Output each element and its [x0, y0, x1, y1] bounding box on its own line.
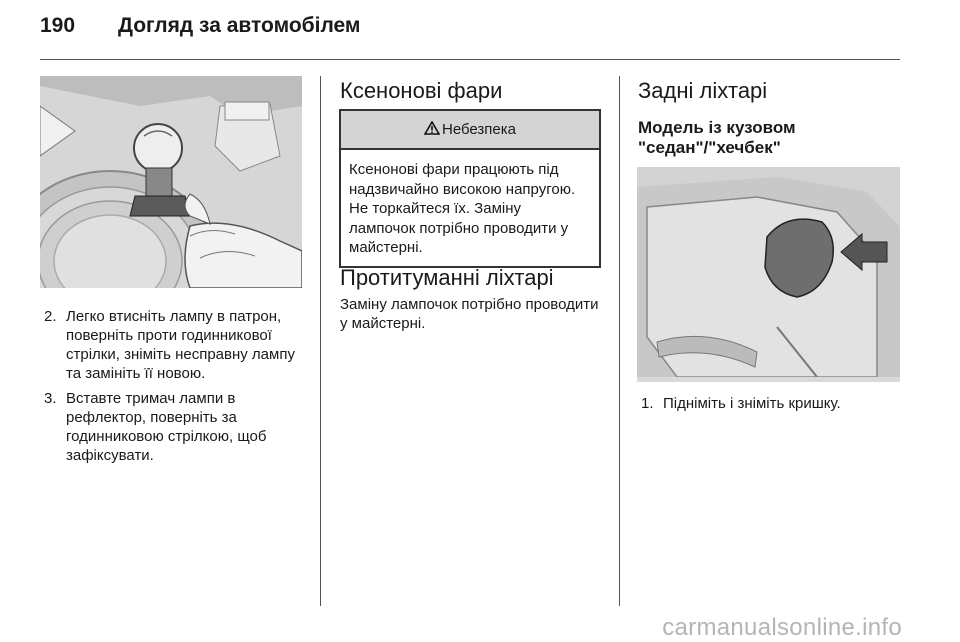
section-heading: Задні ліхтарі [638, 78, 768, 103]
watermark: carmanualsonline.info [662, 614, 902, 641]
rear-light-cover-illustration [637, 167, 900, 382]
section-fog [340, 265, 602, 333]
section-paragraph: Заміну лампочок потрібно проводити у майстерні. [340, 296, 599, 332]
list-item [44, 389, 306, 465]
section-rear-lights [638, 78, 900, 158]
list-item [641, 394, 903, 413]
column-divider-1 [320, 76, 321, 606]
section-subheading: Модель із кузовом "седан"/"хечбек" [638, 118, 796, 157]
column-divider-2 [619, 76, 620, 606]
section-xenon [340, 78, 602, 104]
section-heading: Ксенонові фари [340, 78, 503, 103]
step-text: Легко втисніть лампу в патрон, поверніть проти годинникової стрілки, зніміть несправну лампу та замініть її новою. [66, 308, 295, 382]
step-number: 3. [44, 390, 57, 407]
section-heading: Протитуманні ліхтарі [340, 265, 554, 290]
list-item [44, 307, 306, 383]
step-number: 1. [641, 395, 654, 412]
steps-col3 [641, 394, 903, 419]
step-number: 2. [44, 308, 57, 325]
steps-col1 [44, 307, 306, 471]
warning-box [339, 109, 601, 268]
bulb-replacement-illustration [40, 76, 302, 288]
step-text: Вставте тримач лампи в рефлектор, поверніть за годинниковою стрілкою, щоб зафіксувати. [66, 390, 267, 464]
warning-text: Ксенонові фари працюють під надзвичайно високою напругою. Не торкайтеся їх. Заміну лампочок потрібно проводити у майстерні. [349, 161, 576, 256]
warning-label: Небезпека [441, 121, 517, 138]
step-text: Підніміть і зніміть кришку. [663, 395, 841, 412]
page-number: 190 [40, 14, 76, 37]
page-title: Догляд за автомобілем [118, 14, 361, 37]
header-divider [40, 59, 900, 60]
warning-triangle-icon [424, 121, 440, 139]
warning-header [341, 111, 599, 150]
